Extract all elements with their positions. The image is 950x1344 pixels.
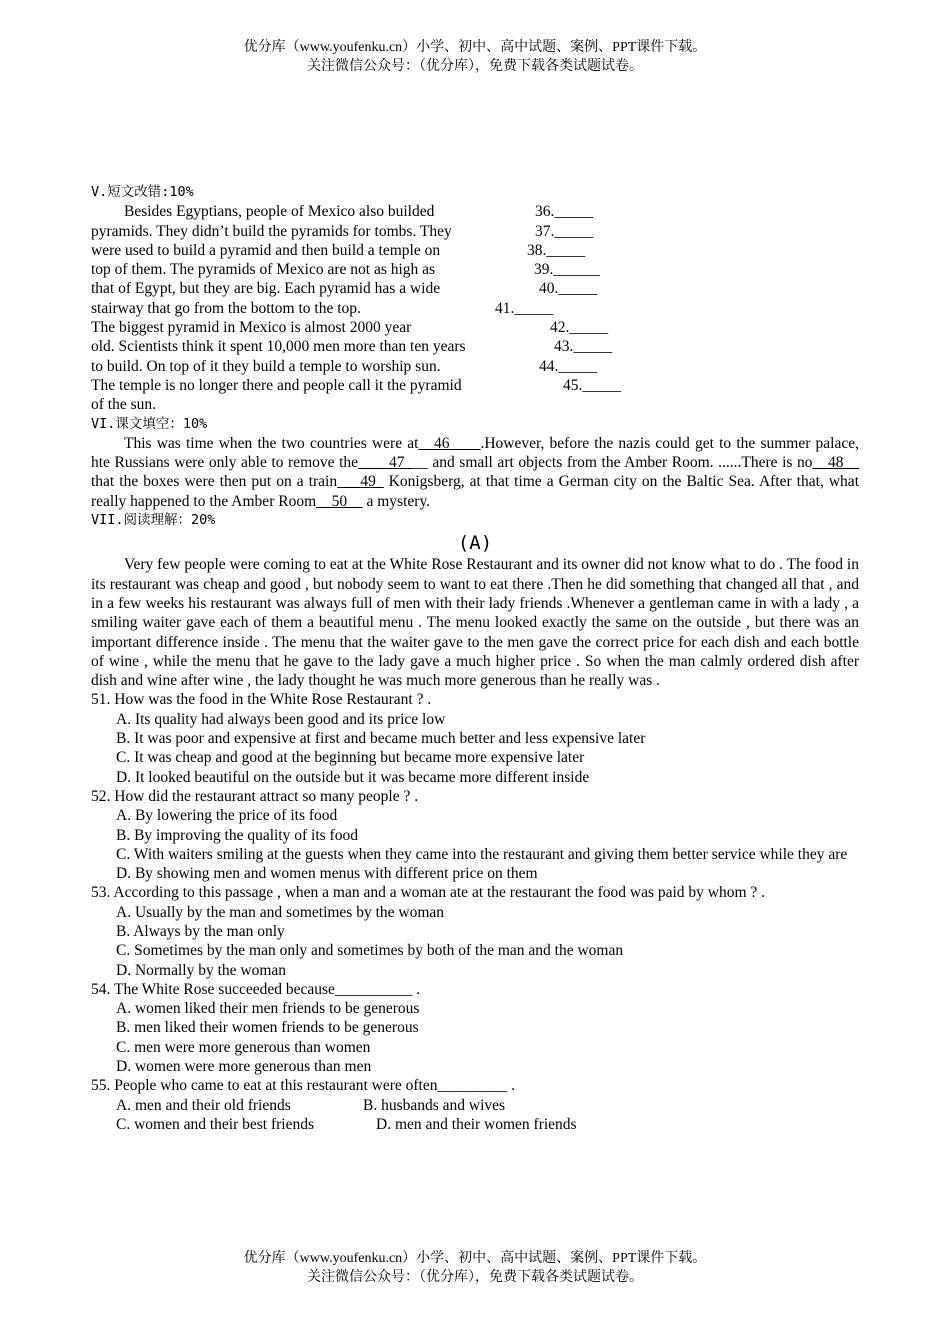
proofreading-passage <box>91 202 859 414</box>
question-text: 52. How did the restaurant attract so many people ? . <box>91 787 419 805</box>
option: C. women and their best friends <box>116 1115 315 1133</box>
proofreading-line: that of Egypt, but they are big. Each pyramid has a wide 40._____ <box>91 280 598 298</box>
option: D. By showing men and women menus with different price on them <box>116 865 538 883</box>
option: D. It looked beautiful on the outside but it was became more different inside <box>116 768 590 786</box>
option: C. It was cheap and good at the beginning but became more expensive later <box>116 749 585 767</box>
section-7-title: VII.阅读理解：20% <box>91 512 216 529</box>
proofreading-line: pyramids. They didn’t build the pyramids for tombs. They 37._____ <box>91 222 594 240</box>
option: A. Its quality had always been good and its price low <box>116 710 446 728</box>
option-row <box>91 1096 859 1115</box>
proofreading-line: old. Scientists think it spent 10,000 men more than ten years 43._____ <box>91 338 613 356</box>
option: D. women were more generous than men <box>116 1058 372 1076</box>
blank-50: __50__ <box>316 492 363 510</box>
question-55 <box>91 1076 859 1134</box>
answer-blank: 38._____ <box>527 241 586 259</box>
answer-blank: 39.______ <box>534 261 600 279</box>
footer-line-1: 优分库（www.youfenku.cn）小学、初中、高中试题、案例、PPT课件下载。 <box>243 1251 707 1266</box>
section-6-title: VI.课文填空：10% <box>91 415 208 432</box>
answer-blank: 45._____ <box>563 376 622 394</box>
option: D. Normally by the woman <box>116 961 287 979</box>
question-54 <box>91 980 859 1076</box>
question-text: 53. According to this passage , when a man and a woman ate at the restaurant the food was paid by whom ? . <box>91 884 766 902</box>
proofreading-line: stairway that go from the bottom to the top. 41._____ <box>91 299 554 317</box>
option: A. men and their old friends <box>116 1096 291 1114</box>
proofreading-line: Besides Egyptians, people of Mexico also builded 36._____ <box>124 203 594 221</box>
proofreading-line: The biggest pyramid in Mexico is almost 2000 year 42._____ <box>91 319 609 337</box>
option: A. women liked their men friends to be generous <box>116 1000 420 1018</box>
answer-blank: 41._____ <box>495 299 554 317</box>
passage-title: (A) <box>457 532 493 555</box>
answer-blank: 44._____ <box>539 357 598 375</box>
option: C. men were more generous than women <box>116 1038 371 1056</box>
option: B. husbands and wives <box>363 1096 506 1114</box>
option: B. Always by the man only <box>116 922 285 940</box>
blank-48: __48__ <box>812 454 859 472</box>
proofreading-line: were used to build a pyramid and then build a temple on 38._____ <box>91 241 586 259</box>
option: D. men and their women friends <box>376 1115 577 1133</box>
question-51 <box>91 690 859 786</box>
header-line-1: 优分库（www.youfenku.cn）小学、初中、高中试题、案例、PPT课件下载。 <box>243 40 707 55</box>
page-footer <box>0 1249 950 1287</box>
answer-blank: 40._____ <box>539 280 598 298</box>
proofreading-line: The temple is no longer there and people call it the pyramid 45._____ <box>91 376 622 394</box>
document-body <box>91 183 859 1134</box>
option: C. With waiters smiling at the guests when they came into the restaurant and giving them better service while they are <box>116 845 848 863</box>
blank-49: ___49_ <box>337 473 384 491</box>
header-line-2: 关注微信公众号：（优分库），免费下载各类试题试卷。 <box>307 59 643 74</box>
option: C. Sometimes by the man only and sometimes by both of the man and the woman <box>116 942 624 960</box>
reading-passage: Very few people were coming to eat at the White Rose Restaurant and its owner did not know what to do . The food in its restaurant was cheap and good , but nobody seem to want to eat there .Then he did something that changed all that , and in a few weeks his restaurant was always full of men with their lady friends .Whenever a gentleman came in with a lady , a smiling waiter gave each of them a beautiful menu . The menu looked exactly the same on the outside , but there was an important difference inside . The menu that the waiter gave to the men gave the correct price for each dish and each bottle of wine , while the menu that he gave to the lady gave a much higher price . So when the man calmly ordered dish after dish and wine after wine , the lady thought he was much more generous than he really was . <box>91 556 859 690</box>
blank-46: __46____ <box>418 434 481 452</box>
option-row <box>91 1115 859 1134</box>
question-52 <box>91 787 859 883</box>
answer-blank: 37._____ <box>535 222 594 240</box>
proofreading-line: to build. On top of it they build a temple to worship sun. 44._____ <box>91 357 598 375</box>
option: A. Usually by the man and sometimes by the woman <box>116 903 445 921</box>
question-53 <box>91 883 859 979</box>
blank-47: ____47_ <box>358 454 413 472</box>
question-text: 54. The White Rose succeeded because__________ . <box>91 980 421 998</box>
page-header <box>0 38 950 76</box>
answer-blank: 42._____ <box>550 319 609 337</box>
question-text: 55. People who came to eat at this restaurant were often_________ . <box>91 1077 515 1095</box>
option: B. men liked their women friends to be generous <box>116 1019 419 1037</box>
section-5-title: V.短文改错:10% <box>91 184 194 200</box>
option: A. By lowering the price of its food <box>116 807 338 825</box>
question-text: 51. How was the food in the White Rose Restaurant ? . <box>91 691 432 709</box>
answer-blank: 36._____ <box>535 203 594 221</box>
answer-blank: 43._____ <box>554 338 613 356</box>
proofreading-line: of the sun. <box>91 396 157 414</box>
footer-line-2: 关注微信公众号：（优分库），免费下载各类试题试卷。 <box>307 1270 643 1285</box>
text-fill-passage: This was time when the two countries were at__46____.However, before the nazis could get to the summer palace, hte Russians were only able to remove the____47___ and small art objects from the Amber Room. ......There is no__48__ that the boxes were then put on a train___49_ Konigsberg, at that time a German city on the Baltic Sea. After that, what really happened to the Amber Room__50__ a mystery. <box>91 434 859 510</box>
option: B. By improving the quality of its food <box>116 826 358 844</box>
proofreading-line: top of them. The pyramids of Mexico are not as high as 39.______ <box>91 261 600 279</box>
option: B. It was poor and expensive at first and became much better and less expensive later <box>116 730 646 748</box>
